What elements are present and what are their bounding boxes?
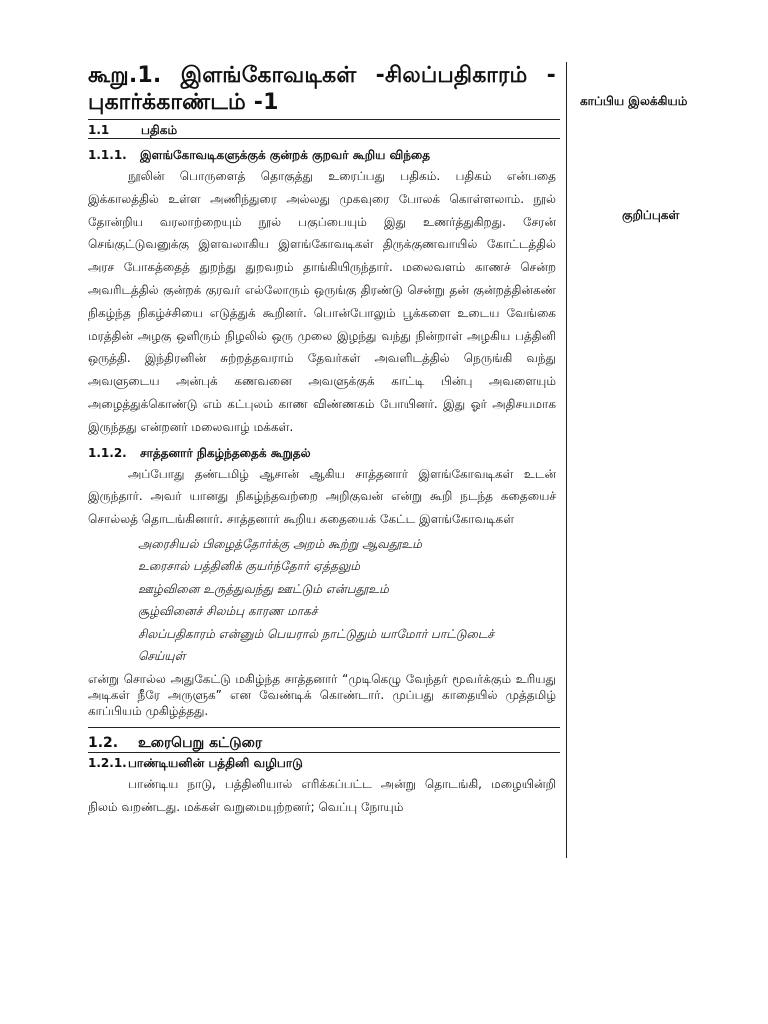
paragraph-2: அப்போது தண்டமிழ் ஆசான் ஆகிய சாத்தனார் இளங்கோவடிகள் உடன் இருந்தார். அவர் யானது நிகழ்ந்தவற்றை அறிகுவன் என்று கூறி நடந்த கதையைச் சொல்லத் தொடங்கினார். சாத்தனார் கூறிய கதையைக் கேட்ட இளங்கோவடிகள்	[88, 466, 556, 527]
section-title: உரைபெறு கட்டுரை	[138, 735, 263, 752]
verse-block	[138, 533, 556, 667]
verse-line: சிலப்பதிகாரம் என்னும் பெயரால் நாட்டுதும் யாமோர் பாட்டுடைச்	[138, 626, 495, 641]
section-rule-bottom	[88, 752, 560, 753]
verse-line: உரைசால் பத்தினிக் குயர்ந்தோர் ஏத்தலும்	[138, 559, 361, 574]
title-part-3: -சிலப்பதிகாரம்	[375, 63, 528, 88]
margin-divider	[566, 62, 567, 858]
verse-line: ஊழ்வினை உருத்துவந்து ஊட்டும் என்பதூஉம்	[138, 581, 389, 596]
title-part-2: இளங்கோவடிகள்	[180, 63, 357, 88]
section-title: பாண்டியனின் பத்தினி வழிபாடு	[128, 756, 303, 771]
section-title: சாத்தனார் நிகழ்ந்ததைக் கூறுதல்	[140, 445, 311, 460]
section-title: பதிகம்	[141, 123, 178, 137]
section-number: 1.1.2.	[88, 445, 127, 460]
paragraph-3: என்று சொல்ல அதுகேட்டு மகிழ்ந்த சாத்தனார் “முடிகெழு வேந்தர் மூவர்க்கும் உரியது அடிகள் நீரே அருளுக” என வேண்டிக் கொண்டார். முப்பது காதையில் முத்தமிழ் காப்பியம் முகிழ்த்தது.	[88, 672, 556, 719]
verse-line: செய்யுள்	[138, 648, 186, 663]
verse-line: சூழ்வினைச் சிலம்பு காரண மாகச்	[138, 604, 318, 619]
chapter-title-line1	[88, 62, 556, 89]
section-number: 1.2.	[88, 735, 119, 752]
chapter-title-line2: புகார்க்காண்டம் -1	[88, 90, 279, 115]
paragraph-4: பாண்டிய நாடு, பத்தினியால் எரிக்கப்பட்ட அன்று தொடங்கி, மழையின்றி நிலம் வறண்டது. மக்கள் வறுமையுற்றனர்; வெப்பு நோயும்	[88, 777, 556, 815]
margin-note-genre: காப்பிய இலக்கியம்	[580, 94, 688, 108]
section-number: 1.1.1.	[88, 148, 127, 162]
title-part-1: கூறு.1.	[88, 63, 162, 88]
margin-note-notes: குறிப்புகள்	[622, 208, 680, 222]
section-heading-1-2	[88, 734, 556, 752]
main-column	[88, 62, 556, 819]
section-number: 1.2.1.	[88, 756, 127, 771]
title-part-4: -	[546, 63, 556, 88]
verse-line: அரைசியல் பிழைத்தோர்க்கு அறம் கூற்று ஆவதூஉம்	[138, 536, 422, 551]
section-heading-1-1	[88, 122, 556, 138]
section-heading-1-2-1	[88, 755, 556, 771]
paragraph-1: நூலின் பொருளைத் தொகுத்து உரைப்பது பதிகம். பதிகம் என்பதை இக்காலத்தில் உள்ள அணிந்துரை அல்லது முகவுரை போலக் கொள்ளலாம். நூல் தோன்றிய வரலாற்றையும் நூல் பகுப்பையும் இது உணர்த்துகிறது. சேரன் செங்குட்டுவனுக்கு இளவலாகிய இளங்கோவடிகள் திருக்குணவாயில் கோட்டத்தில் அரச போகத்தைத் துறந்து துறவறம் தாங்கியிருந்தார். மலைவளம் காணச் சென்ற அவரிடத்தில் குன்றக் குரவர் எல்லோரும் ஒருங்கு திரண்டு சென்று தன் குன்றத்தின்கண் நிகழ்ந்த நிகழ்ச்சியை எடுத்துக் கூறினர். பொன்போலும் பூக்களை உடைய வேங்கை மரத்தின் அழகு ஒளிரும் நிழலில் ஒரு முலை இழந்து வந்து நின்றாள் அழகிய பத்தினி ஒருத்தி. இந்திரனின் சுற்றத்தவராம் தேவர்கள் அவளிடத்தில் நெருங்கி வந்து அவளுடைய அன்புக் கணவனை அவளுக்குக் காட்டி பின்பு அவளையும் அழைத்துக்கொண்டு எம் கட்புலம் காண விண்ணகம் போயினர். இது ஓர் அதிசயமாக இருந்தது என்றனர் மலைவாழ் மக்கள்.	[88, 169, 556, 434]
section-title: இளங்கோவடிகளுக்குக் குன்றக் குறவர் கூறிய விந்தை	[140, 148, 431, 162]
section-rule-top	[88, 727, 560, 728]
section-heading-1-1-1	[88, 147, 556, 163]
title-rule	[88, 119, 560, 120]
section-number: 1.1	[88, 123, 110, 137]
section-heading-1-1-2	[88, 445, 556, 461]
section-rule	[88, 138, 560, 139]
chapter-title	[88, 62, 556, 116]
